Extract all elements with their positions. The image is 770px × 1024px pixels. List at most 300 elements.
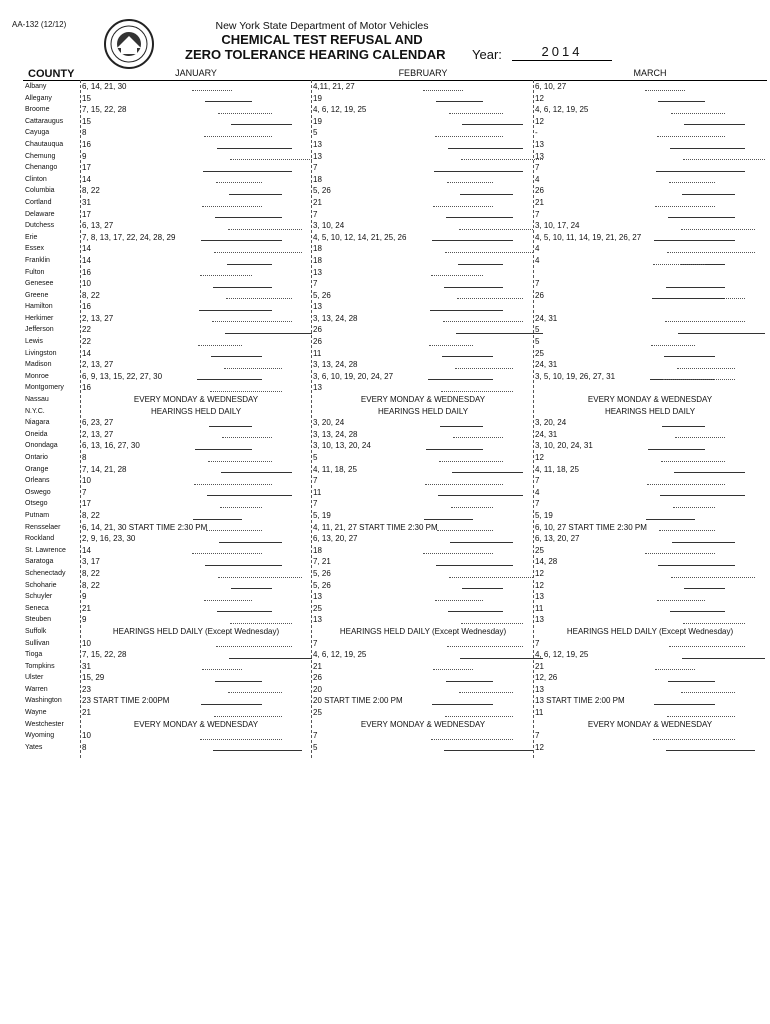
hearing-dates-february[interactable] <box>313 185 533 197</box>
county-name: Schenectady <box>25 569 66 577</box>
fill-line <box>207 495 292 496</box>
hearing-dates-text: 21 <box>82 708 91 718</box>
hearing-dates-february[interactable] <box>313 464 533 476</box>
hearing-dates-january[interactable] <box>82 487 310 499</box>
table-row <box>0 580 770 592</box>
fill-line <box>423 553 493 554</box>
hearing-dates-february[interactable] <box>313 151 533 163</box>
hearing-dates-march[interactable] <box>535 580 765 592</box>
hearing-dates-march[interactable] <box>535 522 765 534</box>
hearing-dates-february[interactable] <box>313 290 533 302</box>
table-row <box>0 93 770 105</box>
table-row <box>0 638 770 650</box>
hearing-dates-january[interactable] <box>82 661 310 673</box>
hearing-dates-march[interactable] <box>535 672 765 684</box>
hearing-dates-march[interactable] <box>535 313 765 325</box>
fill-line <box>208 461 272 462</box>
table-row <box>0 452 770 464</box>
fill-line <box>438 495 523 496</box>
hearing-dates-text: 26 <box>535 290 544 300</box>
hearing-dates-february[interactable] <box>313 359 533 371</box>
hearing-dates-january[interactable] <box>82 209 310 221</box>
hearing-dates-text: 7, 15, 22, 28 <box>82 105 127 115</box>
hearing-dates-text: 11 <box>313 487 322 497</box>
hearing-dates-march[interactable] <box>535 695 765 707</box>
hearing-dates-march[interactable] <box>535 81 765 93</box>
hearing-dates-january[interactable] <box>82 522 310 534</box>
hearing-dates-february[interactable] <box>313 452 533 464</box>
hearing-dates-text: HEARINGS HELD DAILY (Except Wednesday) <box>112 626 280 636</box>
hearing-dates-january[interactable] <box>82 255 310 267</box>
hearing-dates-january[interactable] <box>82 533 310 545</box>
hearing-dates-text: - <box>535 128 538 138</box>
hearing-dates-january[interactable] <box>82 452 310 464</box>
hearing-dates-february[interactable] <box>313 603 533 615</box>
hearing-dates-march[interactable] <box>535 406 765 418</box>
hearing-dates-text: 7 <box>313 731 318 741</box>
table-row <box>0 348 770 360</box>
county-name: Genesee <box>25 280 54 288</box>
fill-line <box>230 623 292 624</box>
hearing-dates-january[interactable] <box>82 336 310 348</box>
hearing-dates-march[interactable] <box>535 603 765 615</box>
hearing-dates-february[interactable] <box>313 278 533 290</box>
hearing-dates-text: 13 <box>313 615 322 625</box>
hearing-dates-january[interactable] <box>82 406 310 418</box>
hearing-dates-february[interactable] <box>313 127 533 139</box>
hearing-dates-march[interactable] <box>535 719 765 731</box>
hearing-dates-text: 10 <box>82 476 91 486</box>
county-name: Oswego <box>25 488 51 496</box>
hearing-dates-january[interactable] <box>82 429 310 441</box>
hearing-dates-text: 13 <box>313 267 322 277</box>
hearing-dates-february[interactable] <box>313 545 533 557</box>
hearing-dates-text: 4, 11, 18, 25 <box>313 464 357 474</box>
hearing-dates-march[interactable] <box>535 278 765 290</box>
hearing-dates-january[interactable] <box>82 290 310 302</box>
hearing-dates-january[interactable] <box>82 464 310 476</box>
hearing-dates-january[interactable] <box>82 614 310 626</box>
hearing-dates-text: 19 <box>313 116 322 126</box>
hearing-dates-text: 3, 20, 24 <box>313 418 345 428</box>
hearing-dates-january[interactable] <box>82 603 310 615</box>
hearing-dates-text: 2, 13, 27 <box>82 360 114 370</box>
hearing-dates-march[interactable] <box>535 638 765 650</box>
hearing-dates-text: 15 <box>82 93 91 103</box>
hearing-dates-text: 9 <box>82 151 87 161</box>
hearing-dates-january[interactable] <box>82 638 310 650</box>
hearing-dates-january[interactable] <box>82 278 310 290</box>
hearing-dates-text: 20 START TIME 2:00 PM <box>313 696 403 706</box>
hearing-dates-march[interactable] <box>535 197 765 209</box>
fill-line <box>654 704 715 705</box>
table-row <box>0 139 770 151</box>
hearing-dates-march[interactable] <box>535 440 765 452</box>
hearing-dates-january[interactable] <box>82 139 310 151</box>
hearing-dates-february[interactable] <box>313 116 533 128</box>
hearing-dates-february[interactable] <box>313 684 533 696</box>
hearing-dates-march[interactable] <box>535 243 765 255</box>
hearing-dates-text: 7 <box>535 731 540 741</box>
hearing-dates-march[interactable] <box>535 568 765 580</box>
hearing-dates-text: 10 <box>82 731 91 741</box>
hearing-dates-january[interactable] <box>82 626 310 638</box>
hearing-dates-february[interactable] <box>313 568 533 580</box>
hearing-dates-february[interactable] <box>313 475 533 487</box>
fill-line <box>446 681 493 682</box>
hearing-dates-text: 5 <box>313 742 318 752</box>
table-row <box>0 301 770 313</box>
hearing-dates-march[interactable] <box>535 684 765 696</box>
fill-line <box>217 611 272 612</box>
hearing-dates-february[interactable] <box>313 162 533 174</box>
hearing-dates-text: 21 <box>535 661 544 671</box>
hearing-dates-january[interactable] <box>82 267 310 279</box>
fill-line <box>653 739 735 740</box>
hearing-dates-january[interactable] <box>82 394 310 406</box>
hearing-dates-january[interactable] <box>82 707 310 719</box>
hearing-dates-march[interactable] <box>535 139 765 151</box>
hearing-dates-march[interactable] <box>535 359 765 371</box>
fill-line <box>660 495 745 496</box>
hearing-dates-text: 6, 14, 21, 30 START TIME 2:30 PM <box>82 522 208 532</box>
hearing-dates-february[interactable] <box>313 174 533 186</box>
hearing-dates-february[interactable] <box>313 487 533 499</box>
hearing-dates-february[interactable] <box>313 324 533 336</box>
hearing-dates-february[interactable] <box>313 580 533 592</box>
hearing-dates-january[interactable] <box>82 324 310 336</box>
table-row <box>0 220 770 232</box>
hearing-dates-february[interactable] <box>313 371 533 383</box>
hearing-dates-text: 6, 9, 13, 15, 22, 27, 30 <box>82 371 163 381</box>
hearing-dates-march[interactable] <box>535 510 765 522</box>
hearing-dates-february[interactable] <box>313 104 533 116</box>
fill-line <box>447 182 493 183</box>
hearing-dates-february[interactable] <box>313 649 533 661</box>
hearing-dates-text: 21 <box>313 197 322 207</box>
hearing-dates-january[interactable] <box>82 348 310 360</box>
hearing-dates-january[interactable] <box>82 545 310 557</box>
hearing-dates-text: 21 <box>82 603 91 613</box>
county-name: Otsego <box>25 500 48 508</box>
hearing-dates-text: 10 <box>82 279 91 289</box>
fill-line <box>215 217 282 218</box>
hearing-dates-text: 23 <box>82 684 91 694</box>
hearing-dates-february[interactable] <box>313 522 533 534</box>
hearing-dates-january[interactable] <box>82 580 310 592</box>
hearing-dates-january[interactable] <box>82 185 310 197</box>
hearing-dates-january[interactable] <box>82 301 310 313</box>
county-name: Hamilton <box>25 303 53 311</box>
hearing-dates-february[interactable] <box>313 742 533 754</box>
hearing-dates-text: 7 <box>82 487 87 497</box>
hearing-dates-january[interactable] <box>82 730 310 742</box>
hearing-dates-text: 13 <box>535 684 544 694</box>
hearing-dates-february[interactable] <box>313 301 533 313</box>
hearing-dates-march[interactable] <box>535 417 765 429</box>
county-name: St. Lawrence <box>25 546 66 554</box>
hearing-dates-february[interactable] <box>313 81 533 93</box>
hearing-dates-february[interactable] <box>313 556 533 568</box>
hearing-dates-march[interactable] <box>535 394 765 406</box>
hearing-dates-text: 5, 26 <box>313 580 331 590</box>
fill-line <box>455 368 513 369</box>
hearing-dates-text: 5, 26 <box>313 290 331 300</box>
hearing-dates-january[interactable] <box>82 116 310 128</box>
hearing-dates-text: 14 <box>82 348 91 358</box>
hearing-dates-january[interactable] <box>82 93 310 105</box>
fill-line <box>434 171 523 172</box>
hearing-dates-january[interactable] <box>82 104 310 116</box>
fill-line <box>672 542 735 543</box>
table-row <box>0 151 770 163</box>
hearing-dates-march[interactable] <box>535 232 765 244</box>
hearing-dates-january[interactable] <box>82 719 310 731</box>
hearing-dates-march[interactable] <box>535 162 765 174</box>
fill-line <box>460 194 513 195</box>
hearing-dates-text: 31 <box>82 197 91 207</box>
hearing-dates-february[interactable] <box>313 139 533 151</box>
hearing-dates-february[interactable] <box>313 672 533 684</box>
hearing-dates-march[interactable] <box>535 464 765 476</box>
hearing-dates-january[interactable] <box>82 174 310 186</box>
hearing-dates-march[interactable] <box>535 487 765 499</box>
fill-line <box>198 345 242 346</box>
hearing-dates-march[interactable] <box>535 707 765 719</box>
fill-line <box>651 345 695 346</box>
hearing-dates-march[interactable] <box>535 452 765 464</box>
hearing-dates-text: 13 <box>535 151 544 161</box>
table-row <box>0 498 770 510</box>
hearing-dates-january[interactable] <box>82 197 310 209</box>
hearing-dates-text: EVERY MONDAY & WEDNESDAY <box>587 719 713 729</box>
hearing-dates-march[interactable] <box>535 174 765 186</box>
hearing-dates-text: 7 <box>313 476 318 486</box>
hearing-dates-february[interactable] <box>313 394 533 406</box>
hearing-dates-february[interactable] <box>313 626 533 638</box>
year-field[interactable]: 2014 <box>512 44 612 61</box>
table-row <box>0 649 770 661</box>
hearing-dates-january[interactable] <box>82 81 310 93</box>
hearing-dates-text: 8 <box>82 742 87 752</box>
fill-line <box>461 623 523 624</box>
hearing-dates-february[interactable] <box>313 614 533 626</box>
hearing-dates-text: 13 <box>313 302 322 312</box>
hearing-dates-march[interactable] <box>535 591 765 603</box>
fill-line <box>448 611 503 612</box>
hearing-dates-february[interactable] <box>313 243 533 255</box>
fill-line <box>443 321 523 322</box>
table-row <box>0 127 770 139</box>
hearing-dates-text: 3, 13, 24, 28 <box>313 360 358 370</box>
hearing-dates-february[interactable] <box>313 220 533 232</box>
hearing-dates-january[interactable] <box>82 127 310 139</box>
hearing-dates-february[interactable] <box>313 232 533 244</box>
hearing-dates-text: 3, 5, 10, 19, 26, 27, 31 <box>535 371 616 381</box>
hearing-dates-february[interactable] <box>313 707 533 719</box>
hearing-dates-january[interactable] <box>82 232 310 244</box>
fill-line <box>447 646 523 647</box>
hearing-dates-march[interactable] <box>535 104 765 116</box>
hearing-dates-february[interactable] <box>313 695 533 707</box>
table-row <box>0 359 770 371</box>
fill-line <box>225 333 312 334</box>
fill-line <box>194 484 272 485</box>
hearing-dates-text: 14, 28 <box>535 557 558 567</box>
hearing-dates-february[interactable] <box>313 510 533 522</box>
fill-line <box>658 101 705 102</box>
hearing-dates-text: 7, 15, 22, 28 <box>82 650 127 660</box>
hearing-dates-january[interactable] <box>82 568 310 580</box>
hearing-dates-january[interactable] <box>82 243 310 255</box>
hearing-dates-march[interactable] <box>535 336 765 348</box>
hearing-dates-march[interactable] <box>535 127 765 139</box>
hearing-dates-february[interactable] <box>313 730 533 742</box>
hearing-dates-january[interactable] <box>82 591 310 603</box>
hearing-dates-march[interactable] <box>535 429 765 441</box>
hearing-dates-text: EVERY MONDAY & WEDNESDAY <box>133 395 259 405</box>
hearing-dates-january[interactable] <box>82 382 310 394</box>
hearing-dates-text: 2, 13, 27 <box>82 313 114 323</box>
hearing-dates-text: 13 <box>535 615 544 625</box>
hearing-dates-march[interactable] <box>535 649 765 661</box>
hearing-dates-text: 14 <box>82 255 91 265</box>
hearing-dates-january[interactable] <box>82 440 310 452</box>
fill-line <box>204 600 252 601</box>
hearing-dates-text: 24, 31 <box>535 429 558 439</box>
hearing-dates-february[interactable] <box>313 313 533 325</box>
fill-line <box>683 623 745 624</box>
table-row <box>0 371 770 383</box>
table-row <box>0 556 770 568</box>
table-row <box>0 695 770 707</box>
hearing-dates-january[interactable] <box>82 417 310 429</box>
hearing-dates-january[interactable] <box>82 742 310 754</box>
hearing-dates-text: 6, 23, 27 <box>82 418 114 428</box>
hearing-dates-january[interactable] <box>82 151 310 163</box>
hearing-dates-march[interactable] <box>535 614 765 626</box>
fill-line <box>214 716 282 717</box>
hearing-dates-january[interactable] <box>82 313 310 325</box>
hearing-dates-march[interactable] <box>535 742 765 754</box>
hearing-dates-january[interactable] <box>82 649 310 661</box>
county-name: Cortland <box>25 198 52 206</box>
month-header-march: MARCH <box>633 68 667 78</box>
hearing-dates-february[interactable] <box>313 406 533 418</box>
hearing-dates-january[interactable] <box>82 359 310 371</box>
hearing-dates-text: 6, 10, 27 <box>535 82 567 91</box>
hearing-dates-february[interactable] <box>313 661 533 673</box>
hearing-dates-february[interactable] <box>313 336 533 348</box>
hearing-dates-text: 31 <box>82 661 91 671</box>
month-header-february: FEBRUARY <box>398 68 448 78</box>
hearing-dates-february[interactable] <box>313 498 533 510</box>
fill-line <box>201 704 262 705</box>
fill-line <box>456 333 543 334</box>
hearing-dates-february[interactable] <box>313 255 533 267</box>
hearing-dates-february[interactable] <box>313 93 533 105</box>
hearing-dates-march[interactable] <box>535 475 765 487</box>
hearing-dates-text: 3, 10, 20, 24, 31 <box>535 441 593 451</box>
hearing-dates-february[interactable] <box>313 638 533 650</box>
hearing-dates-january[interactable] <box>82 371 310 383</box>
hearing-dates-text: 5, 26 <box>313 186 331 196</box>
hearing-dates-march[interactable] <box>535 348 765 360</box>
hearing-dates-march[interactable] <box>535 209 765 221</box>
hearing-dates-january[interactable] <box>82 162 310 174</box>
county-name: Orleans <box>25 477 50 485</box>
hearing-dates-march[interactable] <box>535 626 765 638</box>
hearing-dates-january[interactable] <box>82 684 310 696</box>
table-row <box>0 522 770 534</box>
hearing-dates-march[interactable] <box>535 661 765 673</box>
table-row <box>0 719 770 731</box>
hearing-dates-text: 8, 22 <box>82 580 100 590</box>
hearing-dates-march[interactable] <box>535 255 765 267</box>
hearing-dates-february[interactable] <box>313 591 533 603</box>
hearing-dates-march[interactable] <box>535 290 765 302</box>
hearing-dates-text: 4 <box>535 255 540 265</box>
county-name: Montgomery <box>25 384 64 392</box>
hearing-dates-february[interactable] <box>313 440 533 452</box>
hearing-dates-march[interactable] <box>535 220 765 232</box>
hearing-dates-february[interactable] <box>313 429 533 441</box>
hearing-dates-march[interactable] <box>535 730 765 742</box>
hearing-dates-text: 12 <box>535 93 544 103</box>
hearing-dates-january[interactable] <box>82 556 310 568</box>
hearing-dates-march[interactable] <box>535 498 765 510</box>
hearing-dates-january[interactable] <box>82 498 310 510</box>
county-name: Essex <box>25 245 45 253</box>
hearing-dates-february[interactable] <box>313 382 533 394</box>
hearing-dates-february[interactable] <box>313 417 533 429</box>
hearing-dates-march[interactable] <box>535 324 765 336</box>
hearing-dates-january[interactable] <box>82 672 310 684</box>
fill-line <box>221 472 292 473</box>
fill-line <box>433 669 473 670</box>
county-name: Orange <box>25 465 49 473</box>
hearing-dates-text: HEARINGS HELD DAILY (Except Wednesday) <box>566 626 734 636</box>
hearing-dates-text: 13 <box>313 139 322 149</box>
hearing-dates-february[interactable] <box>313 533 533 545</box>
fill-line <box>231 124 292 125</box>
hearing-dates-march[interactable] <box>535 545 765 557</box>
hearing-dates-february[interactable] <box>313 197 533 209</box>
county-name: Schoharie <box>25 581 57 589</box>
fill-line <box>227 264 272 265</box>
hearing-dates-march[interactable] <box>535 371 765 383</box>
fill-line <box>662 426 705 427</box>
table-row <box>0 232 770 244</box>
hearing-dates-march[interactable] <box>535 533 765 545</box>
hearing-dates-text: 4, 5, 10, 11, 14, 19, 21, 26, 27 <box>535 232 642 242</box>
hearing-dates-march[interactable] <box>535 116 765 128</box>
hearing-dates-march[interactable] <box>535 185 765 197</box>
hearing-dates-january[interactable] <box>82 695 310 707</box>
hearing-dates-february[interactable] <box>313 348 533 360</box>
hearing-dates-text: 8, 22 <box>82 186 100 196</box>
fill-line <box>429 345 473 346</box>
hearing-dates-february[interactable] <box>313 209 533 221</box>
hearing-dates-january[interactable] <box>82 510 310 522</box>
hearing-dates-march[interactable] <box>535 556 765 568</box>
hearing-dates-march[interactable] <box>535 151 765 163</box>
hearing-dates-march[interactable] <box>535 93 765 105</box>
hearing-dates-january[interactable] <box>82 475 310 487</box>
hearing-dates-february[interactable] <box>313 267 533 279</box>
hearing-dates-february[interactable] <box>313 719 533 731</box>
hearing-dates-january[interactable] <box>82 220 310 232</box>
